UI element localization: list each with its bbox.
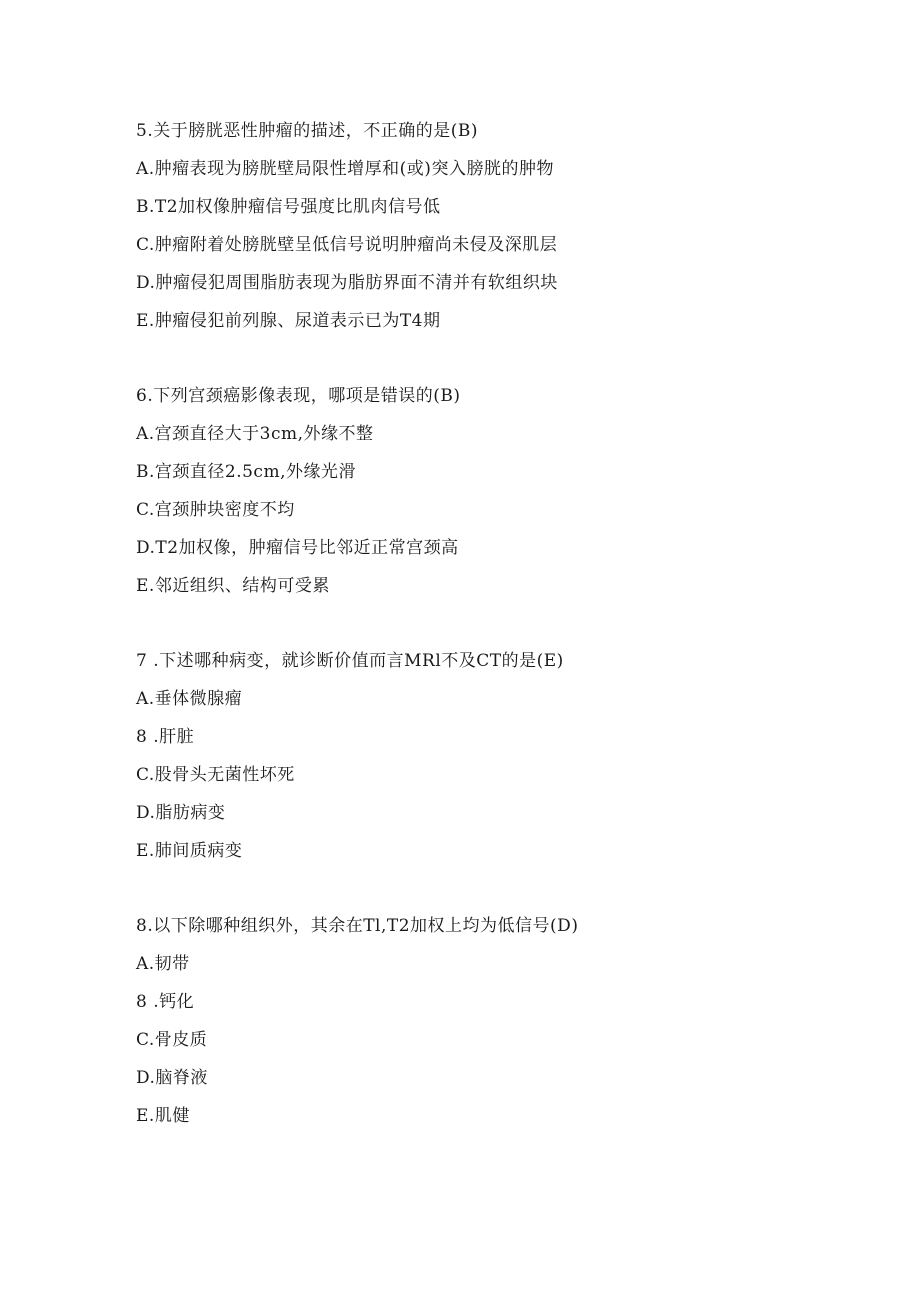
option-c: C.股骨头无菌性坏死: [136, 765, 295, 785]
option-d: D.肿瘤侵犯周围脂肪表现为脂肪界面不清并有软组织块: [136, 273, 558, 293]
option-b: 8 .钙化: [136, 992, 195, 1012]
option-e: E.邻近组织、结构可受累: [136, 576, 330, 596]
question-8: [136, 912, 836, 1140]
question-5: [136, 117, 836, 345]
option-a: A.韧带: [136, 954, 190, 974]
question-stem: 7 .下述哪种病变，就诊断价值而言MRl不及CT的是(E): [136, 651, 564, 671]
question-stem: 8.以下除哪种组织外，其余在Tl,T2加权上均为低信号(D): [136, 916, 579, 936]
option-d: D.脂肪病变: [136, 803, 226, 823]
option-e: E.肿瘤侵犯前列腺、尿道表示已为T4期: [136, 311, 441, 331]
question-6: [136, 382, 836, 610]
option-b: B.T2加权像肿瘤信号强度比肌肉信号低: [136, 197, 441, 217]
option-c: C.肿瘤附着处膀胱壁呈低信号说明肿瘤尚未侵及深肌层: [136, 235, 558, 255]
option-d: D.脑脊液: [136, 1068, 208, 1088]
question-stem: 5.关于膀胱恶性肿瘤的描述，不正确的是(B): [136, 121, 478, 141]
question-stem: 6.下列宫颈癌影像表现，哪项是错误的(B): [136, 386, 461, 406]
question-7: [136, 647, 836, 875]
option-a: A.肿瘤表现为膀胱壁局限性增厚和(或)突入膀胱的肿物: [136, 159, 554, 179]
option-d: D.T2加权像，肿瘤信号比邻近正常宫颈高: [136, 538, 459, 558]
option-c: C.骨皮质: [136, 1030, 208, 1050]
option-c: C.宫颈肿块密度不均: [136, 500, 295, 520]
option-e: E.肺间质病变: [136, 841, 243, 861]
option-b: 8 .肝脏: [136, 727, 195, 747]
option-e: E.肌健: [136, 1106, 190, 1126]
option-a: A.垂体微腺瘤: [136, 689, 243, 709]
option-b: B.宫颈直径2.5cm,外缘光滑: [136, 462, 356, 482]
option-a: A.宫颈直径大于3cm,外缘不整: [136, 424, 374, 444]
